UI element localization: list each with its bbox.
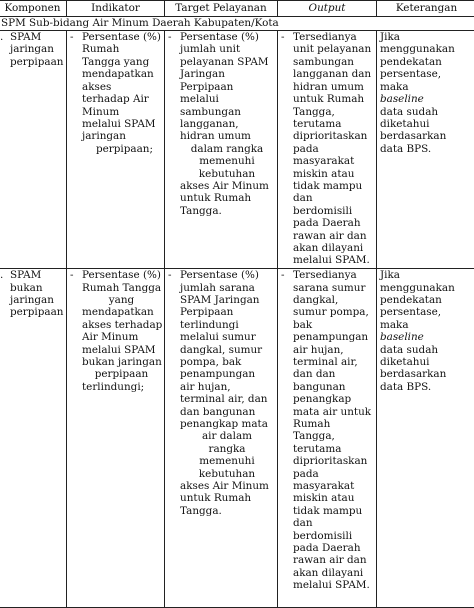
keterangan-line: baseline <box>380 331 424 344</box>
output-line: berdomisili <box>293 204 353 217</box>
komponen-line: jaringan <box>10 43 54 56</box>
target-cell <box>165 31 278 269</box>
output-line: pada Daerah <box>293 542 361 555</box>
target-line: akses Air Minum <box>180 480 269 493</box>
target-line: memenuhi <box>199 455 255 468</box>
target-line: jumlah unit <box>180 43 241 56</box>
indikator-line: terlindungi; <box>82 380 145 393</box>
indikator-line: akses terhadap <box>82 318 163 331</box>
target-line: untuk Rumah <box>180 492 252 505</box>
target-line: jumlah sarana <box>180 281 255 294</box>
output-line: melalui SPAM. <box>293 254 370 267</box>
target-line: Perpipaan <box>180 306 234 319</box>
indikator-line: Rumah <box>82 43 120 56</box>
output-line: penangkap <box>293 393 352 406</box>
output-line: untuk Rumah <box>293 93 365 106</box>
target-line: SPAM Jaringan <box>180 293 260 306</box>
target-cell <box>165 269 278 608</box>
output-line: miskin atau <box>293 167 355 180</box>
indikator-cell <box>67 269 165 608</box>
target-line: Jaringan <box>180 68 225 81</box>
target-line: Persentase (%) <box>180 269 259 282</box>
output-line: sarana sumur <box>293 281 366 294</box>
header-indikator: Indikator <box>67 1 165 17</box>
output-cell <box>278 269 377 608</box>
target-line: Tangga. <box>180 504 222 517</box>
output-line: tidak mampu <box>293 504 363 517</box>
output-line: terutama <box>293 117 342 130</box>
komponen-line: perpipaan <box>10 55 64 68</box>
komponen-cell <box>0 31 67 269</box>
output-line: masyarakat <box>293 155 355 168</box>
header-komponen: Komponen <box>0 1 67 17</box>
keterangan-line: data BPS. <box>380 142 432 155</box>
keterangan-line: maka <box>380 318 409 331</box>
header-target-pelayanan: Target Pelayanan <box>165 1 278 17</box>
list-dash: - <box>168 269 172 282</box>
target-line: penangkap mata <box>180 417 268 430</box>
target-line: melalui sumur <box>180 331 256 344</box>
indikator-line: Rumah Tangga <box>82 281 162 294</box>
list-dash: - <box>168 31 172 44</box>
output-line: Tangga, <box>293 430 335 443</box>
output-line: Tersedianya <box>293 31 357 44</box>
header-output: Output <box>278 1 377 17</box>
output-line: bangunan <box>293 380 346 393</box>
indikator-line: akses <box>82 80 112 93</box>
output-line: masyarakat <box>293 480 355 493</box>
target-line: sambungan <box>180 105 241 118</box>
output-line: miskin atau <box>293 492 355 505</box>
output-line: penampungan <box>293 331 369 344</box>
output-line: unit pelayanan <box>293 43 372 56</box>
keterangan-line: berdasarkan <box>380 368 447 381</box>
output-line: akan dilayani <box>293 241 364 254</box>
output-line: sambungan <box>293 55 354 68</box>
output-cell <box>278 31 377 269</box>
header-row <box>0 1 474 17</box>
indikator-line: mendapatkan <box>82 68 154 81</box>
indikator-line: yang <box>108 293 135 306</box>
section-title: SPM Sub-bidang Air Minum Daerah Kabupaten/Kota <box>0 17 474 31</box>
output-line: akan dilayani <box>293 566 364 579</box>
output-line: pada Daerah <box>293 217 361 230</box>
row-marker: . <box>0 31 4 44</box>
keterangan-line: diketahui <box>380 355 430 368</box>
keterangan-line: menggunakan <box>380 281 455 294</box>
indikator-line: jaringan <box>82 130 126 143</box>
keterangan-line: maka <box>380 80 409 93</box>
target-line: terlindungi <box>180 318 239 331</box>
indikator-line: bukan jaringan <box>82 355 162 368</box>
keterangan-cell <box>377 269 474 608</box>
list-dash: - <box>281 31 285 44</box>
output-line: Tersedianya <box>293 269 357 282</box>
keterangan-line: data BPS. <box>380 380 432 393</box>
target-line: terminal air, dan <box>180 393 268 406</box>
output-line: terminal air, <box>293 355 358 368</box>
list-dash: - <box>281 269 285 282</box>
indikator-line: melalui SPAM <box>82 117 156 130</box>
komponen-cell <box>0 269 67 608</box>
target-line: kebutuhan <box>198 467 256 480</box>
list-dash: - <box>70 31 74 44</box>
target-line: air dalam <box>201 430 252 443</box>
header-keterangan: Keterangan <box>377 1 474 17</box>
target-line: kebutuhan <box>198 167 256 180</box>
keterangan-cell <box>377 31 474 269</box>
komponen-line: bukan <box>10 281 43 294</box>
indikator-line: terhadap Air <box>82 93 149 106</box>
section-row <box>0 17 474 31</box>
target-line: penampungan <box>180 368 256 381</box>
indikator-line: Persentase (%) <box>82 269 161 282</box>
output-line: pada <box>293 142 319 155</box>
target-line: langganan, <box>180 117 239 130</box>
keterangan-line: baseline <box>380 93 424 106</box>
output-line: rawan air dan <box>293 554 367 567</box>
output-line: mata air untuk <box>293 405 372 418</box>
output-line: dangkal, <box>293 293 339 306</box>
target-line: dalam rangka <box>190 142 264 155</box>
keterangan-line: Jika <box>380 31 400 44</box>
output-line: diprioritaskan <box>293 455 368 468</box>
keterangan-line: diketahui <box>380 117 430 130</box>
keterangan-line: Jika <box>380 269 400 282</box>
indikator-line: melalui SPAM <box>82 343 156 356</box>
output-line: berdomisili <box>293 529 353 542</box>
indikator-line: Tangga yang <box>82 55 150 68</box>
output-line: tidak mampu <box>293 179 363 192</box>
output-line: terutama <box>293 442 342 455</box>
target-line: hidran umum <box>180 130 251 143</box>
output-line: langganan dan <box>293 68 372 81</box>
output-line: dan dan <box>293 368 336 381</box>
output-line: Rumah <box>293 417 331 430</box>
target-line: memenuhi <box>199 155 255 168</box>
komponen-line: perpipaan <box>10 306 64 319</box>
output-line: pada <box>293 467 319 480</box>
keterangan-line: data sudah <box>380 105 439 118</box>
row-marker: . <box>0 269 4 282</box>
komponen-line: SPAM <box>10 269 42 282</box>
target-line: pompa, bak <box>180 355 242 368</box>
indikator-line: Air Minum <box>82 331 139 344</box>
indikator-line: perpipaan <box>94 368 149 381</box>
keterangan-line: menggunakan <box>380 43 455 56</box>
indikator-cell <box>67 31 165 269</box>
keterangan-line: persentase, <box>380 68 442 81</box>
target-line: Perpipaan <box>180 80 234 93</box>
target-line: dan bangunan <box>180 405 256 418</box>
list-dash: - <box>70 269 74 282</box>
target-line: air hujan, <box>180 380 231 393</box>
komponen-line: SPAM <box>10 31 42 44</box>
komponen-line: jaringan <box>10 293 54 306</box>
keterangan-line: data sudah <box>380 343 439 356</box>
keterangan-line: pendekatan <box>380 55 442 68</box>
output-line: bak <box>293 318 313 331</box>
target-line: Persentase (%) <box>180 31 259 44</box>
indikator-line: mendapatkan <box>82 306 154 319</box>
output-line: sumur pompa, <box>293 306 369 319</box>
output-line: Tangga, <box>293 105 335 118</box>
output-line: diprioritaskan <box>293 130 368 143</box>
indikator-line: perpipaan; <box>96 142 153 155</box>
output-line: rawan air dan <box>293 229 367 242</box>
keterangan-line: pendekatan <box>380 293 442 306</box>
target-line: akses Air Minum <box>180 179 269 192</box>
keterangan-line: persentase, <box>380 306 442 319</box>
target-line: rangka <box>208 442 246 455</box>
keterangan-line: berdasarkan <box>380 130 447 143</box>
table-row <box>0 269 474 608</box>
output-line: air hujan, <box>293 343 344 356</box>
target-line: pelayanan SPAM <box>180 55 269 68</box>
target-line: dangkal, sumur <box>180 343 263 356</box>
output-line: hidran umum <box>293 80 364 93</box>
indikator-line: Persentase (%) <box>82 31 161 44</box>
table-row <box>0 31 474 269</box>
output-line: melalui SPAM. <box>293 579 370 592</box>
target-line: melalui <box>180 93 219 106</box>
target-line: Tangga. <box>180 204 222 217</box>
output-line: dan <box>293 517 313 530</box>
target-line: untuk Rumah <box>180 192 252 205</box>
indikator-line: Minum <box>82 105 120 118</box>
output-line: dan <box>293 192 313 205</box>
